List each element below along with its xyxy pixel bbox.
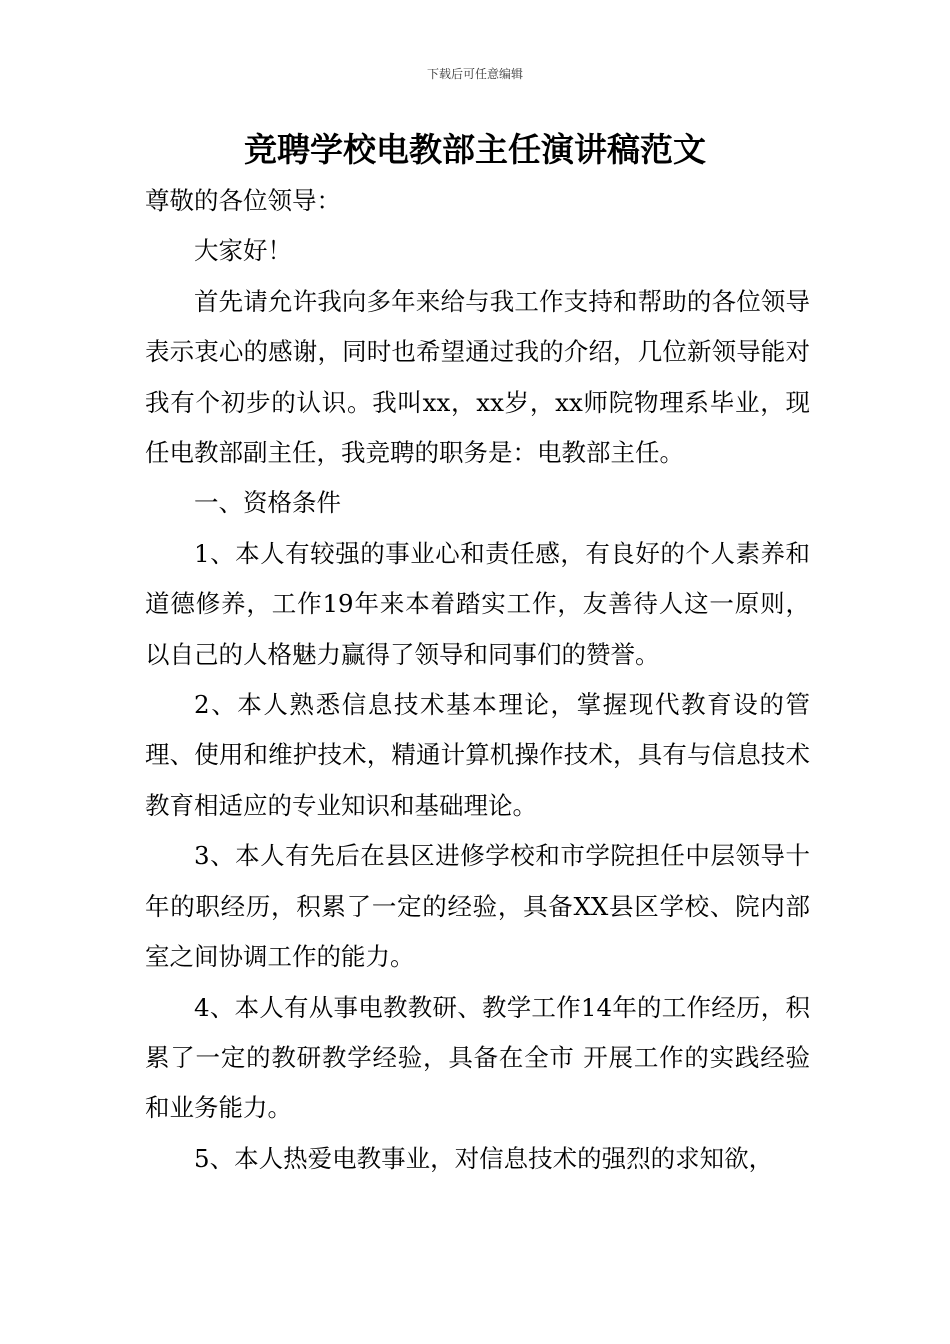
greeting-paragraph: 大家好！ bbox=[194, 236, 292, 266]
intro-paragraph: 首先请允许我向多年来给与我工作支持和帮助的各位领导表示衷心的感谢，同时也希望通过我的介绍，几位新领导能对我有个初步的认识。我叫xx，xx岁，xx师院物理系毕业，现任电教部副主任，我竞聘的职务是：电教部主任。 bbox=[145, 286, 810, 468]
qualification-item-3: 3、本人有先后在县区进修学校和市学院担任中层领导十年的职经历，积累了一定的经验，具备XX县区学校、院内部室之间协调工作的能力。 bbox=[145, 841, 810, 972]
qualification-item-5: 5、本人热爱电教事业，对信息技术的强烈的求知欲， bbox=[194, 1143, 774, 1173]
qualification-item-4: 4、本人有从事电教教研、教学工作14年的工作经历，积累了一定的教研教学经验，具备在全市 开展工作的实践经验和业务能力。 bbox=[145, 992, 810, 1123]
document-title: 竞聘学校电教部主任演讲稿范文 bbox=[244, 130, 706, 169]
document-body bbox=[145, 176, 810, 1184]
salutation: 尊敬的各位领导： bbox=[145, 186, 341, 215]
qualification-item-2: 2、本人熟悉信息技术基本理论，掌握现代教育设的管理、使用和维护技术，精通计算机操作技术，具有与信息技术教育相适应的专业知识和基础理论。 bbox=[145, 690, 810, 820]
section-heading-qualifications: 一、资格条件 bbox=[194, 488, 341, 518]
header-note: 下载后可任意编辑 bbox=[426, 67, 523, 81]
qualification-item-1: 1、本人有较强的事业心和责任感，有良好的个人素养和道德修养，工作19年来本着踏实工作，友善待人这一原则，以自己的人格魅力赢得了领导和同事们的赞誉。 bbox=[145, 538, 810, 669]
